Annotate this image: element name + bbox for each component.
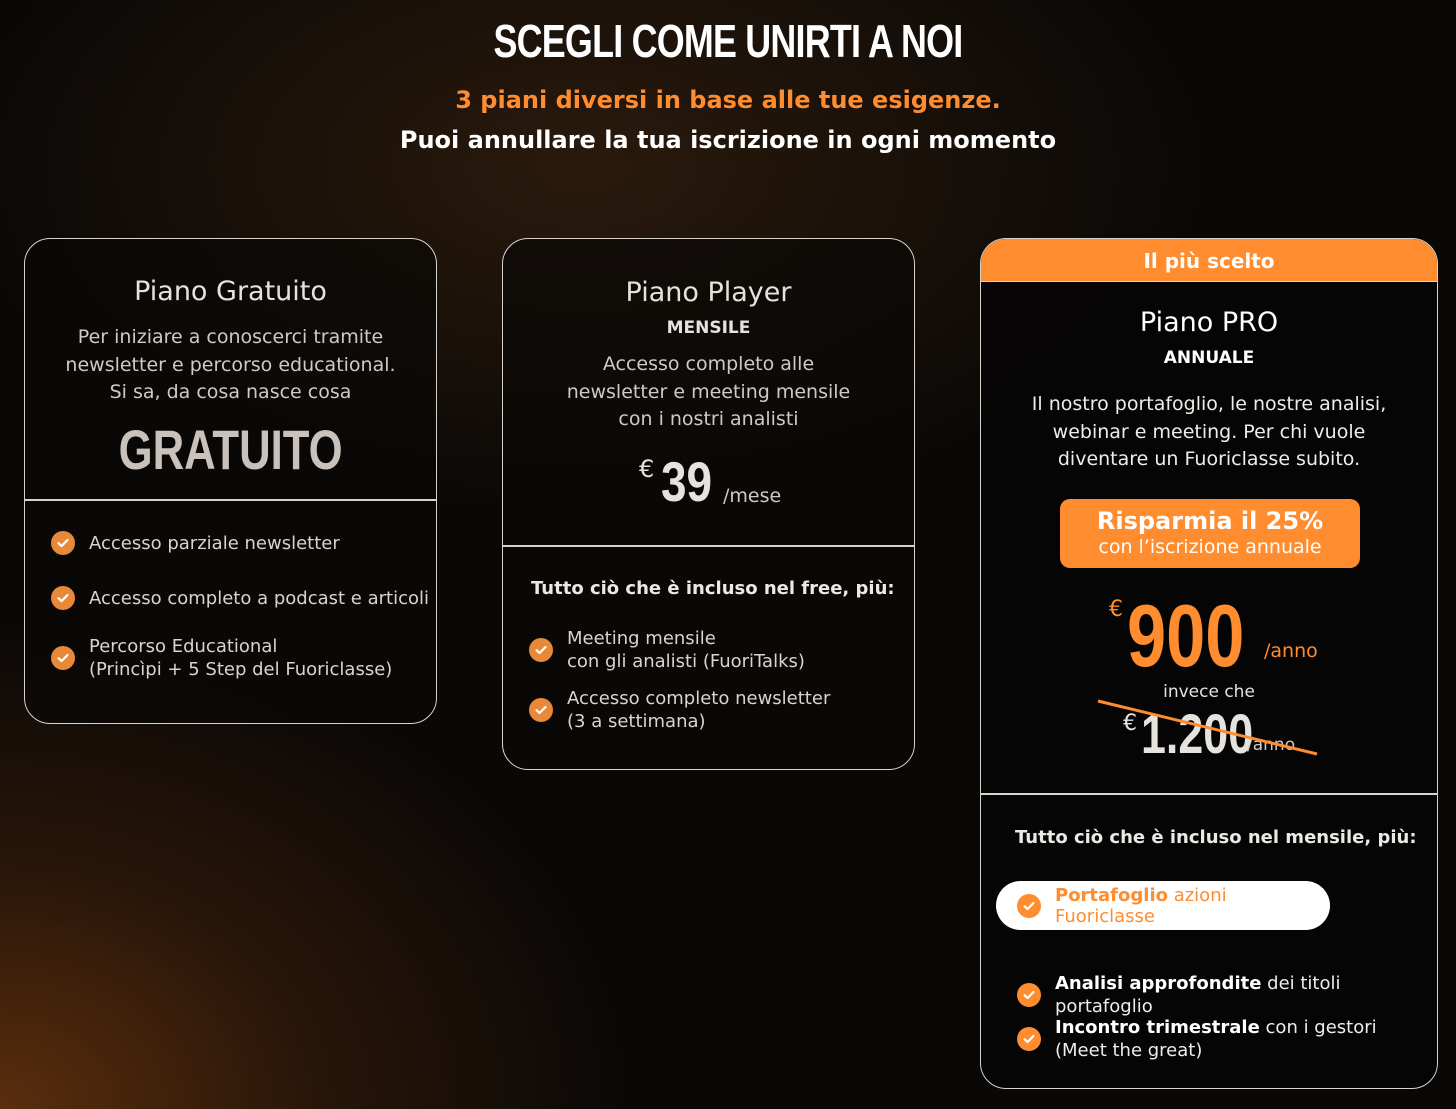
check-circle-icon — [51, 531, 75, 555]
currency-symbol: € — [1109, 597, 1123, 622]
price-unit: /anno — [1264, 640, 1318, 662]
subtitle-plans: 3 piani diversi in base alle tue esigenze. — [455, 86, 1001, 114]
feature-item: Accesso parziale newsletter — [51, 531, 340, 555]
highlight-feature-pill: Portafoglio azioni Fuoriclasse — [996, 881, 1330, 930]
player-plan-price: 39 — [661, 450, 713, 513]
free-plan-description: Per iniziare a conoscerci tramite newsletter e percorso educational. Si sa, da cosa nasce cosa — [65, 326, 396, 403]
feature-item: Accesso completo newsletter (3 a settimana) — [529, 687, 830, 733]
player-includes-heading: Tutto ciò che è incluso nel free, più: — [531, 578, 895, 599]
instead-of-label: invece che — [1163, 682, 1255, 702]
player-plan-divider — [503, 545, 914, 547]
check-circle-icon — [529, 698, 553, 722]
old-price-row: € 1.200 /anno — [1123, 705, 1333, 765]
check-circle-icon — [1017, 1027, 1041, 1051]
currency-symbol: € — [639, 455, 655, 483]
check-circle-icon — [1017, 894, 1041, 918]
feature-item: Incontro trimestrale con i gestori (Meet the great) — [1017, 1016, 1377, 1062]
price-unit: /mese — [723, 485, 782, 507]
savings-banner — [1060, 499, 1360, 568]
pro-plan-name: Piano PRO — [1139, 307, 1279, 338]
feature-item: Accesso completo a podcast e articoli — [51, 586, 429, 610]
subtitle-cancel: Puoi annullare la tua iscrizione in ogni momento — [399, 126, 1057, 154]
check-circle-icon — [529, 638, 553, 662]
free-plan-name: Piano Gratuito — [134, 276, 327, 307]
player-plan-price-row — [639, 449, 839, 519]
pro-plan-price: 900 — [1127, 586, 1245, 685]
player-plan-description: Accesso completo alle newsletter e meeting mensile con i nostri analisti — [566, 353, 851, 430]
player-plan-card[interactable] — [502, 238, 915, 770]
feature-item: Meeting mensile con gli analisti (FuoriTalks) — [529, 627, 805, 673]
strikethrough-line — [1098, 701, 1328, 761]
pro-plan-divider — [981, 793, 1437, 795]
check-circle-icon — [51, 646, 75, 670]
check-circle-icon — [51, 586, 75, 610]
free-plan-divider — [25, 499, 436, 501]
pro-plan-card[interactable] — [980, 238, 1438, 1089]
player-plan-period: MENSILE — [666, 318, 751, 338]
check-circle-icon — [1017, 983, 1041, 1007]
feature-item: Analisi approfondite dei titoli portafoglio — [1017, 972, 1437, 1018]
pro-includes-heading: Tutto ciò che è incluso nel mensile, più: — [1015, 827, 1417, 848]
pro-plan-description: Il nostro portafoglio, le nostre analisi, webinar e meeting. Per chi vuole diventare un Fuoriclasse subito. — [1031, 393, 1387, 470]
player-plan-name: Piano Player — [625, 277, 792, 308]
most-chosen-badge: Il più scelto — [981, 239, 1437, 282]
old-price: 1.200 — [1141, 702, 1254, 765]
pro-plan-period: ANNUALE — [1163, 348, 1255, 368]
savings-subtitle: con l’iscrizione annuale — [1098, 536, 1322, 558]
free-plan-price: GRATUITO — [118, 418, 343, 481]
page-title: SCEGLI COME UNIRTI A NOI — [493, 15, 963, 67]
free-plan-card[interactable] — [24, 238, 437, 724]
pro-plan-price-row — [1109, 586, 1359, 685]
savings-title: Risparmia il 25% — [1096, 507, 1324, 535]
feature-item: Percorso Educational (Princìpi + 5 Step del Fuoriclasse) — [51, 635, 392, 681]
